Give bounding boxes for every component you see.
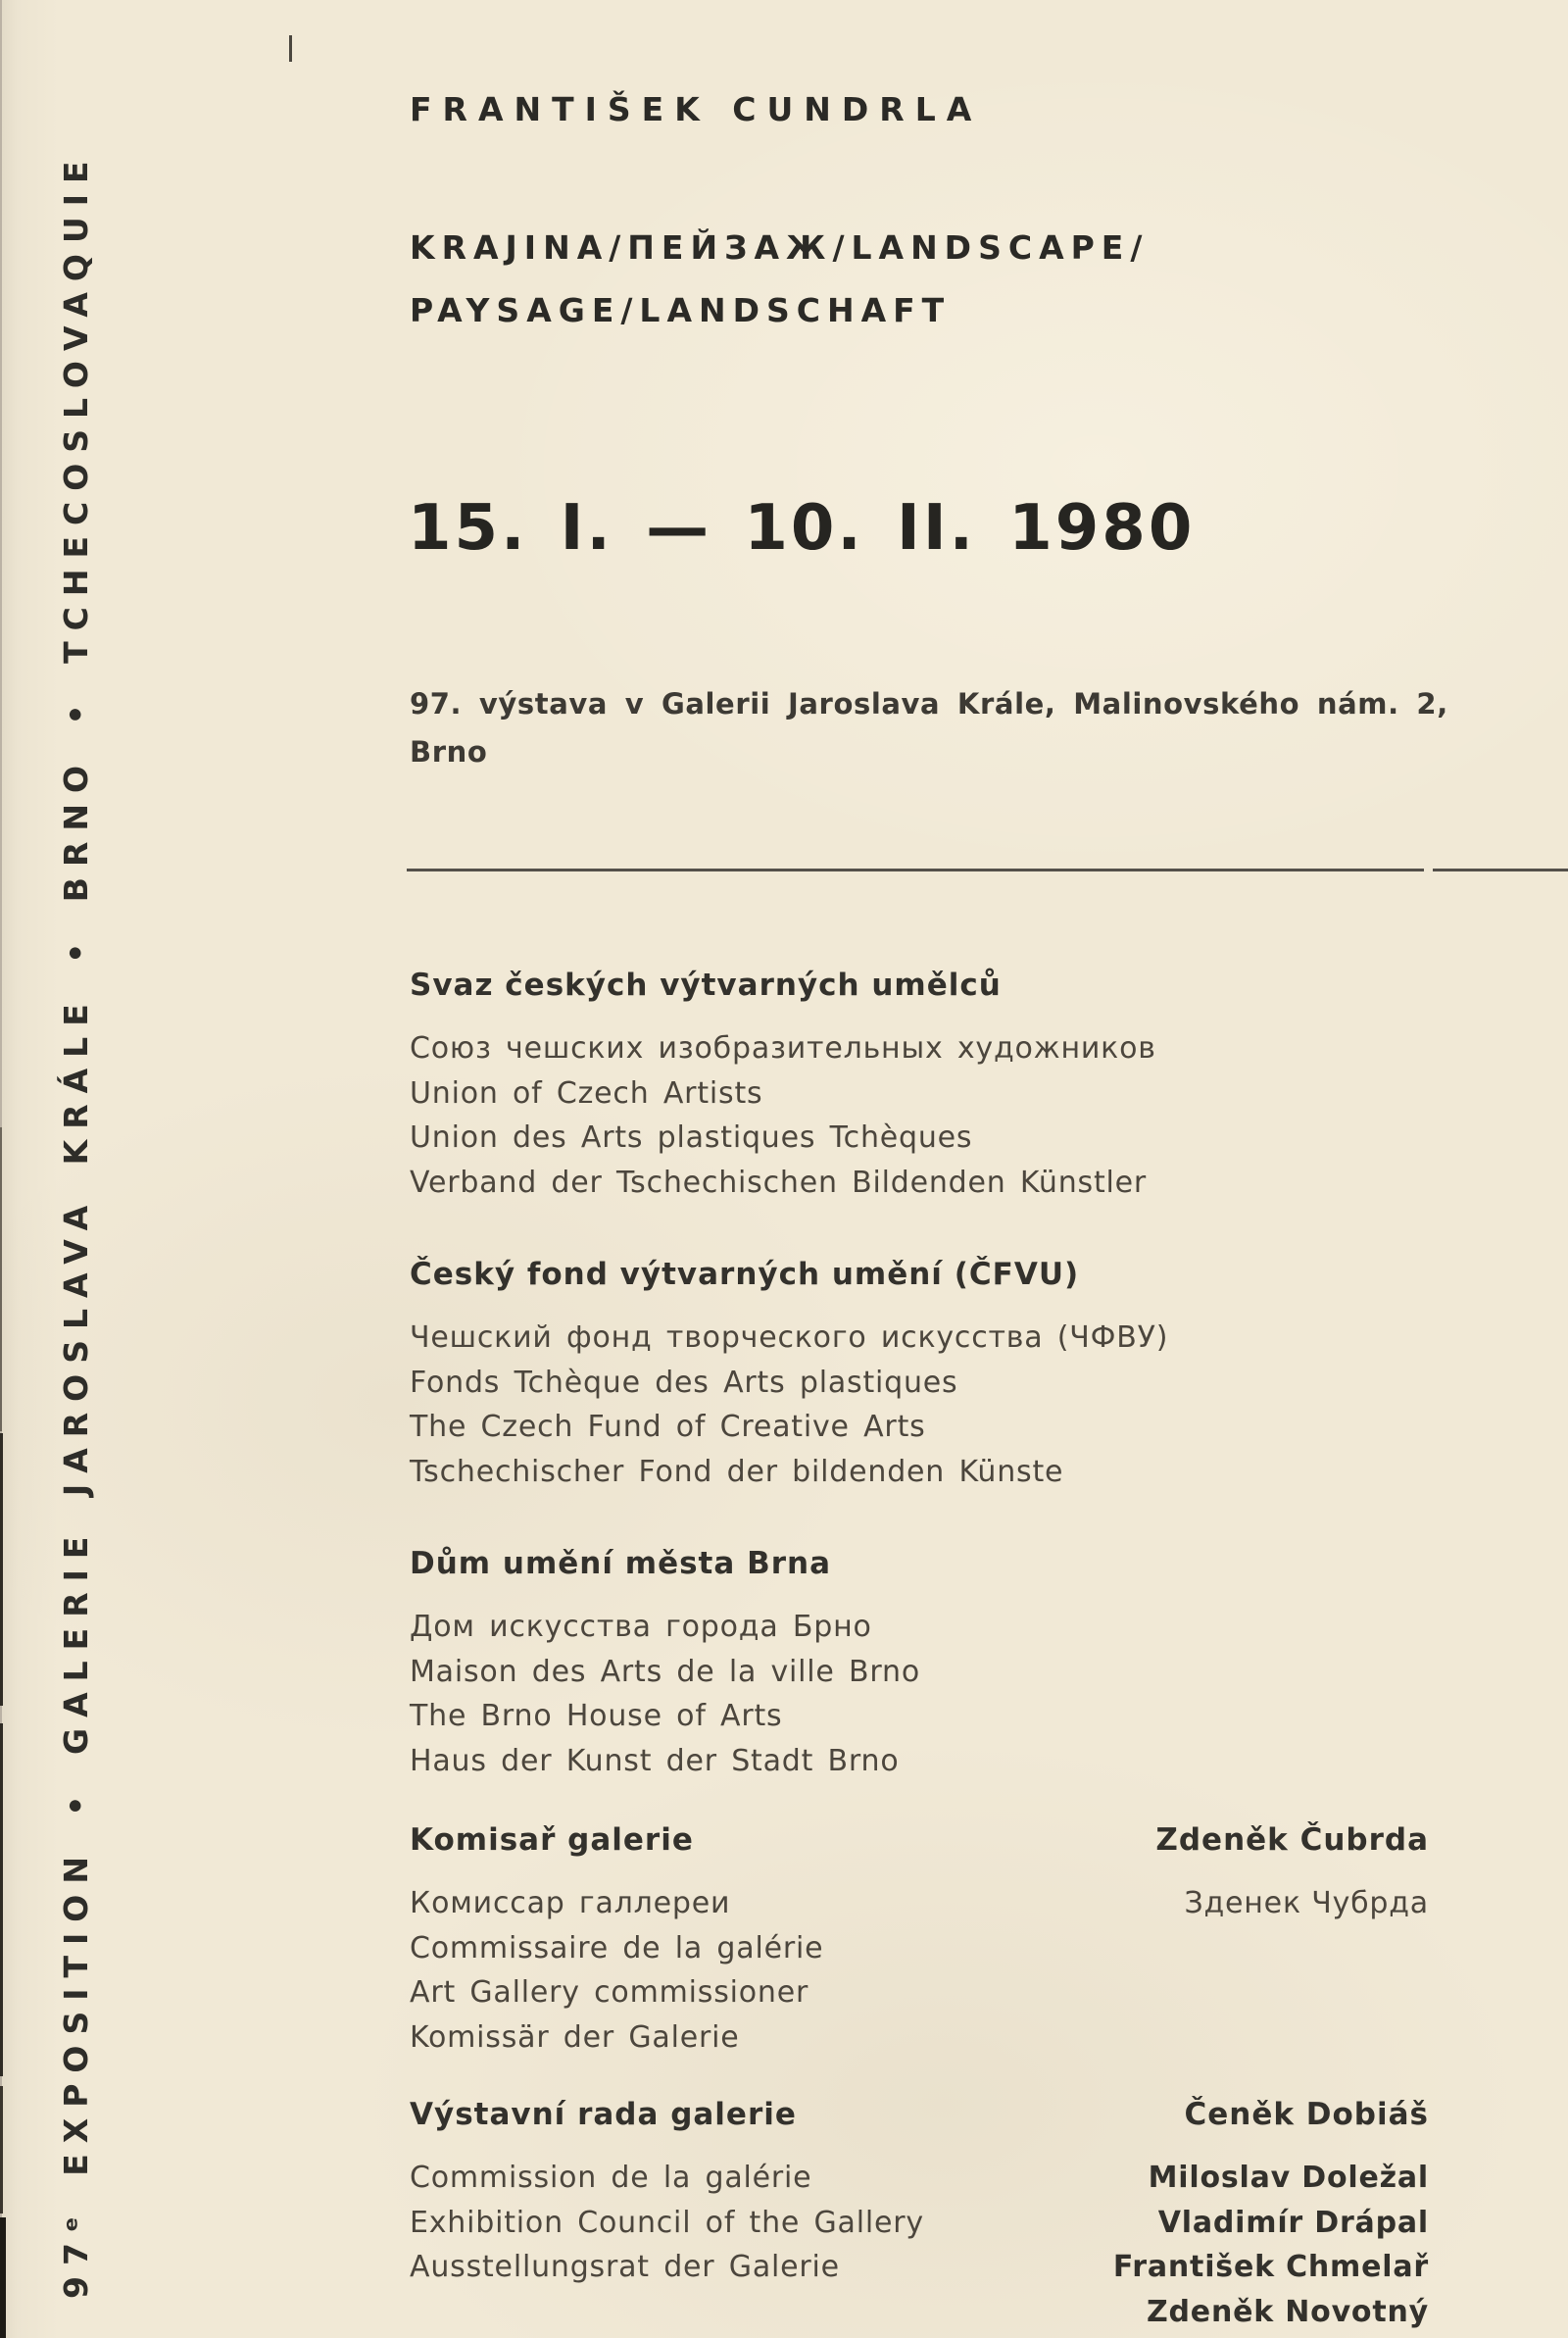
section-line: Союз чешских изобразительных художников [410, 1031, 1156, 1066]
section-heading: Komisař galerie [410, 1822, 694, 1858]
artist-name: FRANTIŠEK CUNDRLA [410, 90, 983, 128]
section-line: Fonds Tchèque des Arts plastiques [410, 1365, 958, 1400]
section-lines [410, 1605, 920, 1783]
section-line: Maison des Arts de la ville Brno [410, 1654, 920, 1689]
section-line: Verband der Tschechischen Bildenden Künstler [410, 1165, 1148, 1200]
venue-info [410, 680, 1527, 776]
exhibition-title [410, 217, 1149, 342]
registration-tick-mark [289, 35, 292, 62]
section-lines [410, 1026, 1156, 1205]
person-name: Zdeněk Čubrda [1155, 1822, 1429, 1858]
person-name: Čeněk Dobiáš [1184, 2097, 1429, 2132]
section-union-of-czech-artists [410, 969, 1156, 1205]
person-name-list [1113, 2156, 1429, 2334]
section-czech-fund [410, 1258, 1168, 1494]
section-lines [410, 1881, 823, 2060]
person-name: František Chmelař [1112, 2250, 1429, 2284]
section-lines [410, 2156, 924, 2290]
sidebar-vertical-text: 97ᵉ EXPOSITION • GALERIE JAROSLAVA KRÁLE • BRNO • TCHECOSLOVAQUIE [57, 150, 95, 2299]
section-line: Ausstellungsrat der Galerie [410, 2250, 840, 2284]
venue-line2: Brno [410, 735, 488, 769]
scan-edge-dark-segment [0, 2217, 6, 2338]
section-line: Commission de la galérie [410, 2161, 812, 2195]
venue-line1: 97. výstava v Galerii Jaroslava Krále, Malinovského nám. 2, [410, 687, 1448, 721]
section-exhibition-council [410, 2098, 924, 2290]
scan-edge-dark-segment [0, 1433, 3, 1706]
section-heading: Dům umění města Brna [410, 1546, 831, 1581]
exhibition-title-line1: KRAJINA/ПЕЙЗАЖ/LANDSCAPE/ [410, 228, 1150, 267]
section-line: Komissär der Galerie [410, 2019, 740, 2055]
section-line: Art Gallery commissioner [410, 1975, 809, 2010]
section-line: The Czech Fund of Creative Arts [410, 1410, 926, 1444]
section-heading: Svaz českých výtvarných umělců [410, 968, 1002, 1003]
council-member-names [1113, 2098, 1429, 2334]
scan-edge-dark-segment [0, 2086, 3, 2214]
section-line: Haus der Kunst der Stadt Brno [410, 1743, 900, 1778]
exhibition-dates: 15. I. — 10. II. 1980 [408, 492, 1196, 565]
section-line: Union des Arts plastiques Tchèques [410, 1120, 973, 1155]
section-line: Чешский фонд творческого искусства (ЧФВУ) [410, 1320, 1169, 1355]
section-heading: Výstavní rada galerie [410, 2097, 797, 2132]
section-line: Exhibition Council of the Gallery [410, 2205, 924, 2240]
section-heading: Český fond výtvarných umění (ČFVU) [410, 1257, 1080, 1292]
section-brno-house-of-arts [410, 1547, 920, 1783]
person-name: Miloslav Doležal [1148, 2161, 1429, 2195]
person-name: Vladimír Drápal [1157, 2205, 1429, 2240]
divider-rule [407, 869, 1568, 871]
section-line: Union of Czech Artists [410, 1075, 763, 1111]
section-line: Дом искусства города Брно [410, 1610, 872, 1644]
person-name-translations [1155, 1881, 1429, 1926]
section-lines [410, 1316, 1168, 1494]
commissioner-names [1155, 1823, 1429, 1926]
exhibition-title-line2: PAYSAGE/LANDSCHAFT [410, 291, 952, 329]
section-gallery-commissioner [410, 1823, 823, 2060]
person-name-cyrillic: Зденек Чубрда [1184, 1886, 1429, 1920]
section-line: The Brno House of Arts [410, 1699, 783, 1733]
scan-edge-dark-segment [0, 1723, 3, 2076]
section-line: Tschechischer Fond der bildenden Künste [410, 1454, 1064, 1489]
scan-edge-dark-segment [0, 1127, 2, 1431]
person-name: Zdeněk Novotný [1146, 2294, 1429, 2329]
section-line: Комиссар галлереи [410, 1886, 731, 1920]
section-line: Commissaire de la galérie [410, 1930, 824, 1965]
